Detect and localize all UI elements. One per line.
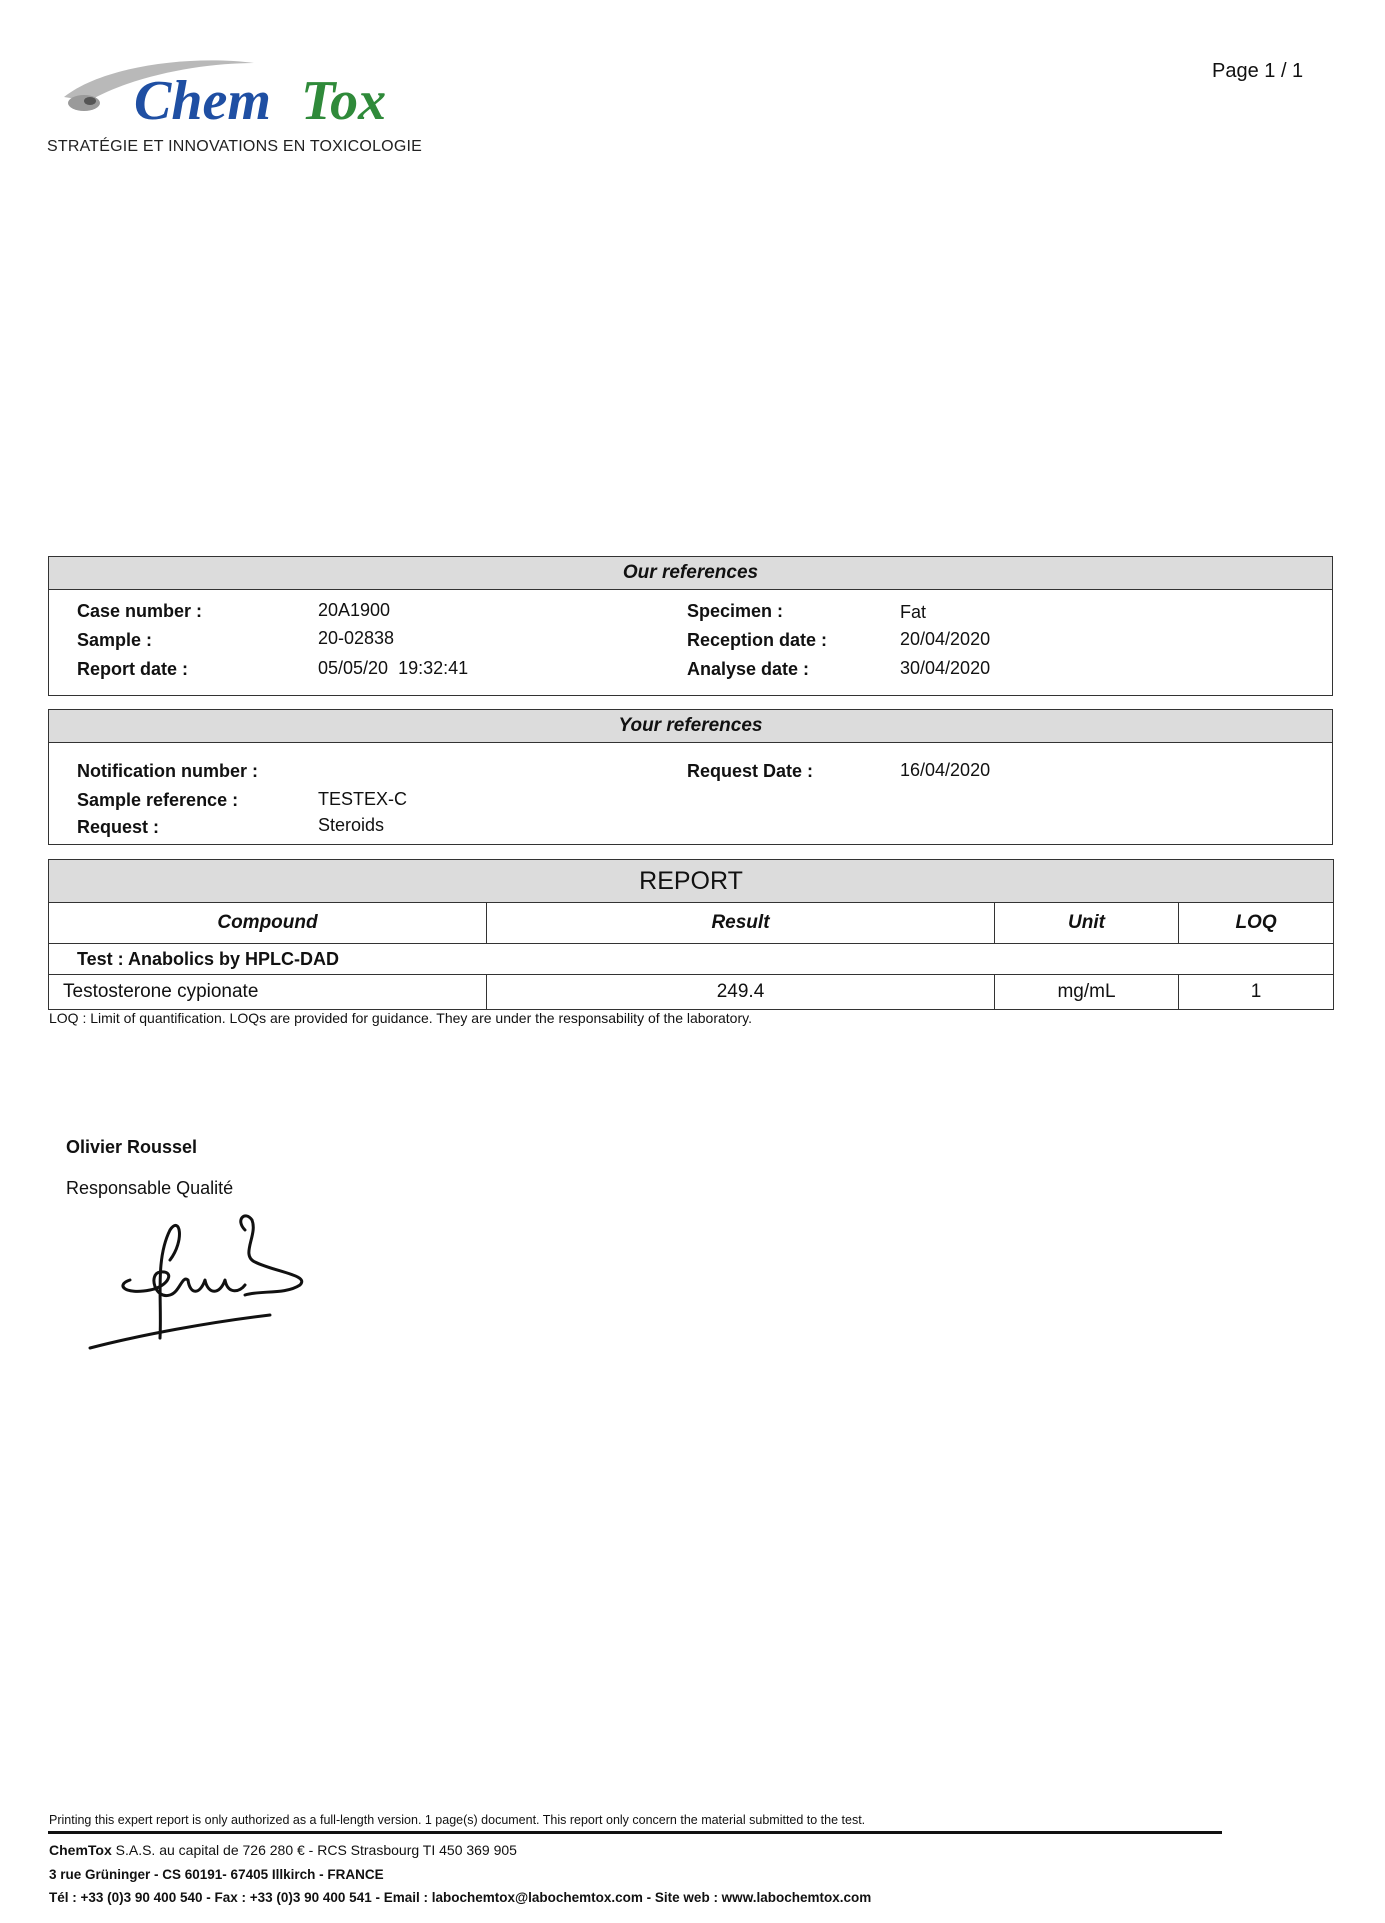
notification-number-label: Notification number : <box>77 761 258 781</box>
report-table <box>48 859 1334 1010</box>
reception-date-label: Reception date : <box>687 630 828 650</box>
logo-graphic <box>44 55 434 135</box>
report-date-value: 05/05/20 19:32:41 <box>318 658 469 678</box>
request-date-label: Request Date : <box>687 761 814 781</box>
page-number: Page 1 / 1 <box>1212 60 1304 82</box>
unit-cell: mg/mL <box>995 975 1179 1010</box>
sample-value: 20-02838 <box>318 628 395 648</box>
sample-reference-value: TESTEX-C <box>318 789 408 809</box>
your-references-title: Your references <box>49 710 1332 743</box>
column-header-result: Result <box>487 903 995 944</box>
svg-text:Chem: Chem <box>134 70 271 132</box>
result-cell: 249.4 <box>487 975 995 1010</box>
svg-text:Tox: Tox <box>301 70 387 132</box>
footer-divider <box>48 1831 1222 1834</box>
column-header-unit: Unit <box>995 903 1179 944</box>
footer-disclaimer: Printing this expert report is only authorized as a full-length version. 1 page(s) document. This report only concern the material submitted to the test. <box>49 1813 866 1827</box>
sample-label: Sample : <box>77 630 153 650</box>
footer-contact: Tél : +33 (0)3 90 400 540 - Fax : +33 (0)3 90 400 541 - Email : labochemtox@labochemtox.com - Site web : www.labochemtox.com <box>49 1890 872 1905</box>
specimen-value: Fat <box>900 602 927 622</box>
our-references-box <box>48 556 1333 696</box>
chemtox-logo <box>44 55 434 165</box>
request-value: Steroids <box>318 815 385 835</box>
reception-date-value: 20/04/2020 <box>900 629 991 649</box>
report-date-label: Report date : <box>77 659 189 679</box>
report-title: REPORT <box>49 860 1334 903</box>
analyse-date-label: Analyse date : <box>687 659 810 679</box>
request-label: Request : <box>77 817 160 837</box>
footer-company-details: S.A.S. au capital de 726 280 € - RCS Strasbourg TI 450 369 905 <box>111 1842 517 1858</box>
column-header-loq: LOQ <box>1179 903 1334 944</box>
footer-company-name: ChemTox <box>49 1842 112 1858</box>
test-method-label: Test : Anabolics by HPLC-DAD <box>49 944 1334 975</box>
report-table-container <box>48 859 1333 1010</box>
footer-address: 3 rue Grüninger - CS 60191- 67405 Illkirch - FRANCE <box>49 1867 384 1882</box>
our-references-title: Our references <box>49 557 1332 590</box>
analyse-date-value: 30/04/2020 <box>900 658 991 678</box>
case-number-label: Case number : <box>77 601 203 621</box>
handwritten-signature <box>70 1200 360 1360</box>
your-references-box <box>48 709 1333 845</box>
signer-name: Olivier Roussel <box>66 1137 198 1157</box>
footer-company <box>49 1842 517 1858</box>
signer-role: Responsable Qualité <box>66 1178 234 1198</box>
column-header-compound: Compound <box>49 903 487 944</box>
sample-reference-label: Sample reference : <box>77 790 239 810</box>
specimen-label: Specimen : <box>687 601 784 621</box>
loq-footnote: LOQ : Limit of quantification. LOQs are provided for guidance. They are under the responsability of the laboratory. <box>49 1010 752 1026</box>
logo-tagline: STRATÉGIE ET INNOVATIONS EN TOXICOLOGIE <box>47 138 422 155</box>
loq-cell: 1 <box>1179 975 1334 1010</box>
request-date-value: 16/04/2020 <box>900 760 991 780</box>
case-number-value: 20A1900 <box>318 600 391 620</box>
table-row <box>49 975 1334 1010</box>
compound-cell: Testosterone cypionate <box>49 975 487 1010</box>
